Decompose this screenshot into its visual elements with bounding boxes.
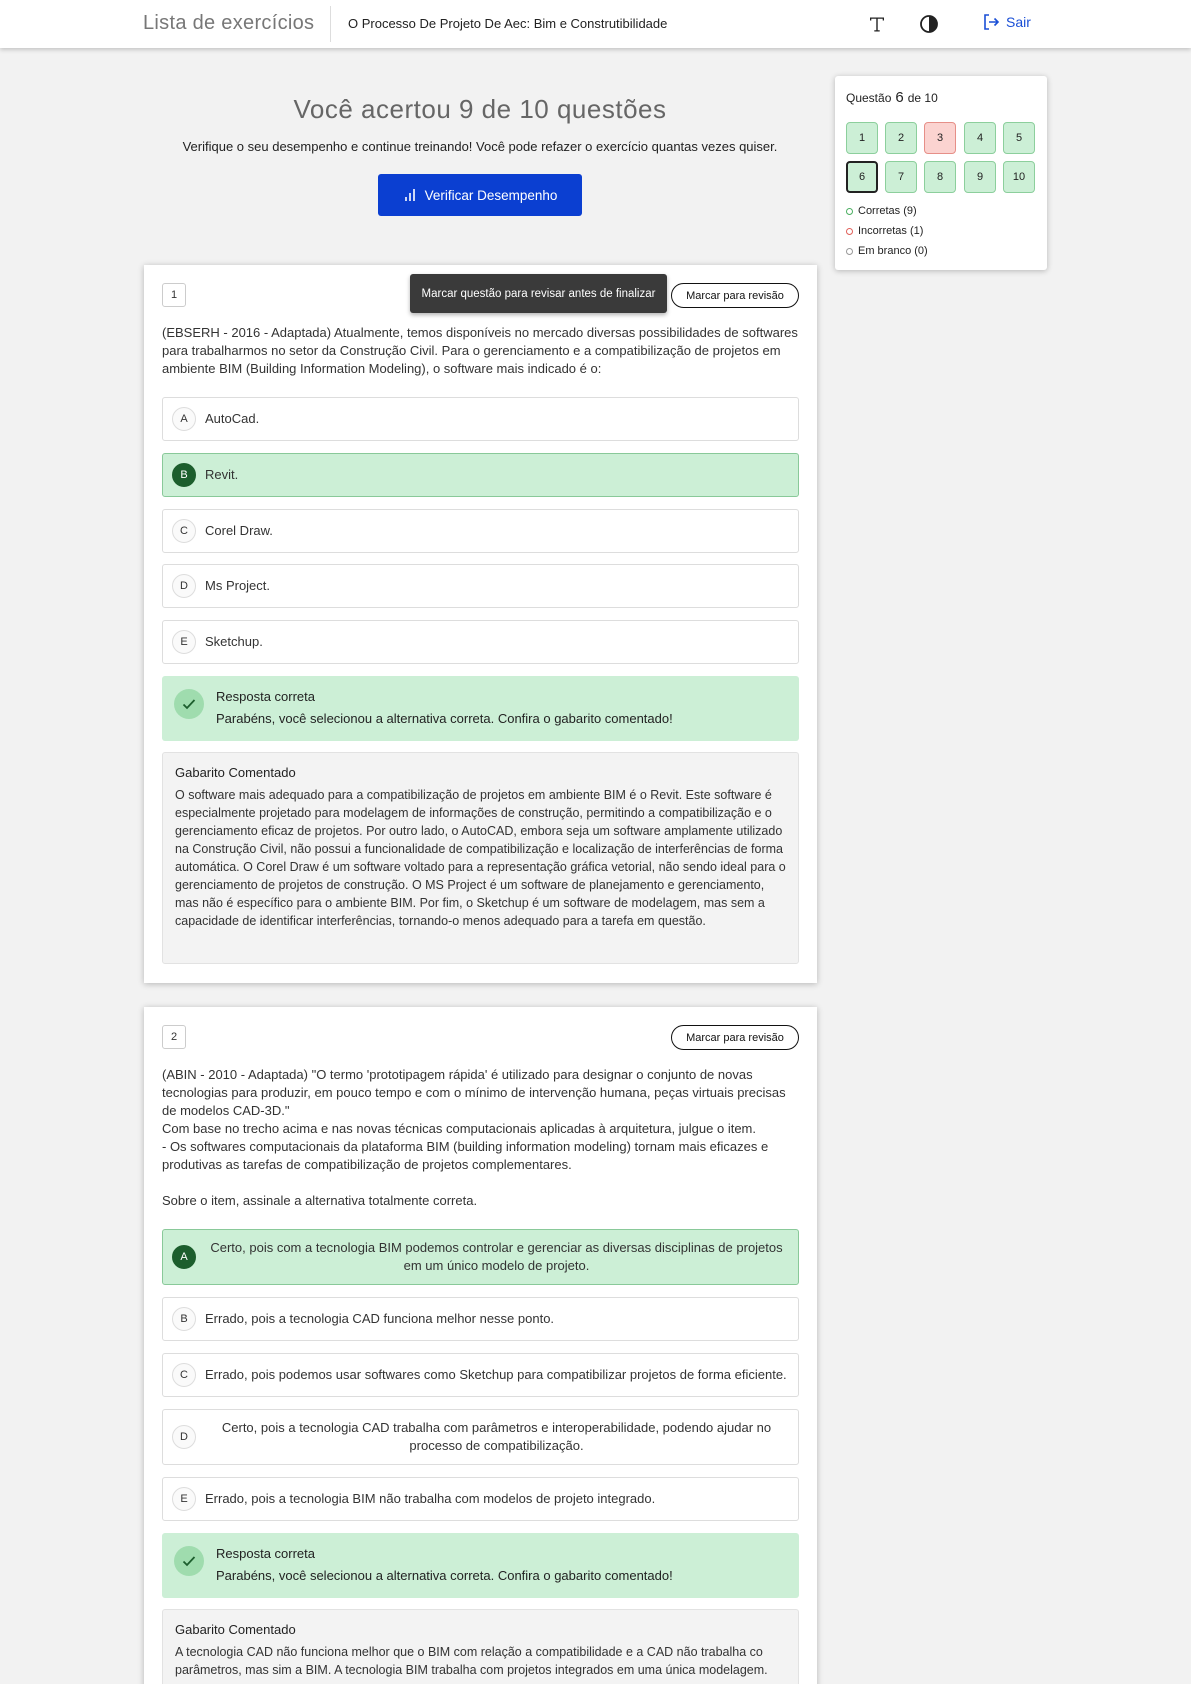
option-text: AutoCad. (205, 411, 260, 426)
nav-question-button[interactable]: 10 (1003, 161, 1035, 193)
option-text: Errado, pois a tecnologia CAD funciona melhor nesse ponto. (205, 1311, 555, 1326)
current-question-indicator (846, 89, 938, 106)
nav-question-button[interactable]: 2 (885, 122, 917, 154)
header-divider (330, 6, 331, 42)
option-b[interactable] (162, 1297, 799, 1341)
option-letter: D (172, 1425, 196, 1449)
current-question-number: 6 (895, 89, 904, 106)
option-letter: C (172, 1363, 196, 1387)
review-tooltip: Marcar questão para revisar antes de finalizar (410, 274, 667, 313)
option-text: Sketchup. (205, 634, 263, 649)
legend-wrong-label: Incorretas (1) (858, 225, 924, 237)
legend-blank-label: Em branco (0) (858, 245, 928, 257)
option-a[interactable] (162, 397, 799, 441)
option-letter: D (172, 574, 196, 598)
option-text: Errado, pois a tecnologia BIM não trabalha com modelos de projeto integrado. (205, 1491, 656, 1506)
question-number: 1 (162, 283, 186, 307)
nav-question-button[interactable]: 6 (846, 161, 878, 193)
course-title: O Processo De Projeto De Aec: Bim e Construtibilidade (348, 16, 668, 31)
nav-question-button[interactable]: 9 (964, 161, 996, 193)
legend-correct (846, 205, 917, 217)
commentary-title: Gabarito Comentado (175, 765, 296, 780)
question-text: (EBSERH - 2016 - Adaptada) Atualmente, temos disponíveis no mercado diversas possibilidades de softwares para trabalharmos no setor da Construção Civil. Para o gerenciamento e a compatibilização de projetos em ambiente BIM (Building Information Modeling), o software mais indicado é o: (162, 325, 798, 376)
option-text: Revit. (205, 467, 239, 482)
commentary-title: Gabarito Comentado (175, 1622, 296, 1637)
contrast-icon[interactable] (917, 12, 941, 36)
option-c[interactable] (162, 509, 799, 553)
nav-question-button[interactable]: 4 (964, 122, 996, 154)
option-b[interactable] (162, 453, 799, 497)
commentary-text: A tecnologia CAD não funciona melhor que o BIM com relação a compatibilidade e a CAD não trabalha co parâmetros, mas sim a BIM. A tecnologia BIM trabalha com projetos integrados em uma única modelagem. (175, 1645, 768, 1677)
answer-commentary (162, 752, 799, 964)
option-e[interactable] (162, 620, 799, 664)
top-header (0, 0, 1191, 48)
option-letter: B (172, 463, 196, 487)
result-subtitle: Verifique o seu desempenho e continue treinando! Você pode refazer o exercício quantas vezes quiser. (182, 139, 778, 154)
option-d[interactable] (162, 564, 799, 608)
commentary-text: O software mais adequado para a compatibilização de projetos em ambiente BIM é o Revit. Este software é especialmente projetado para modelagem de informações de construção, permitindo a compatibilização e o gerenciamento eficaz de projetos. Por outro lado, o AutoCAD, embora seja um software amplamente utilizado na Construção Civil, não possui a funcionalidade de compatibilização e localização de interferências de forma automática. O Corel Draw é um software voltado para a representação gráfica vetorial, não sendo ideal para o gerenciamento de projetos de construção. O MS Project é um software de planejamento e gerenciamento, mas não é específico para o ambiente BIM. Por fim, o Sketchup é um software de modelagem, mas sem a capacidade de identificar interferências, tornando-o menos adequado para a tarefa em questão. (175, 788, 786, 928)
logout-button[interactable] (982, 13, 1031, 31)
option-text: Corel Draw. (205, 523, 273, 538)
logout-label: Sair (1006, 14, 1031, 30)
question-prefix: Questão (846, 91, 892, 105)
blank-dot-icon (846, 248, 853, 255)
check-performance-label: Verificar Desempenho (424, 187, 558, 203)
option-letter: E (172, 630, 196, 654)
correct-dot-icon (846, 208, 853, 215)
nav-question-button[interactable]: 1 (846, 122, 878, 154)
option-letter: C (172, 519, 196, 543)
option-d[interactable] (162, 1409, 799, 1465)
answer-feedback (162, 676, 799, 741)
option-text: Ms Project. (205, 578, 271, 593)
legend-wrong (846, 225, 923, 237)
option-text: Certo, pois a tecnologia CAD trabalha com parâmetros e interoperabilidade, podendo ajudar no processo de compatibilização. (221, 1420, 772, 1453)
nav-question-button[interactable]: 3 (924, 122, 956, 154)
check-icon (174, 1546, 204, 1576)
check-icon (174, 689, 204, 719)
option-letter: A (172, 1245, 196, 1269)
mark-for-review-button[interactable]: Marcar para revisão (671, 283, 799, 308)
nav-question-button[interactable]: 8 (924, 161, 956, 193)
bar-chart-icon (403, 188, 417, 202)
answer-commentary (162, 1609, 799, 1684)
question-navigator (835, 76, 1047, 270)
option-a[interactable] (162, 1229, 799, 1285)
question-number: 2 (162, 1025, 186, 1049)
legend-blank (846, 245, 928, 257)
option-letter: B (172, 1307, 196, 1331)
option-text: Certo, pois com a tecnologia BIM podemos controlar e gerenciar as diversas disciplinas de projetos em um único modelo de projeto. (210, 1240, 783, 1273)
legend-correct-label: Corretas (9) (858, 205, 917, 217)
app-brand: Lista de exercícios (143, 12, 315, 34)
check-performance-button[interactable] (378, 174, 582, 216)
option-c[interactable] (162, 1353, 799, 1397)
feedback-title: Resposta correta (216, 1546, 315, 1561)
option-letter: A (172, 407, 196, 431)
wrong-dot-icon (846, 228, 853, 235)
option-text: Errado, pois podemos usar softwares como Sketchup para compatibilizar projetos de forma eficiente. (205, 1367, 787, 1382)
feedback-title: Resposta correta (216, 689, 315, 704)
mark-for-review-button[interactable]: Marcar para revisão (671, 1025, 799, 1050)
question-card (144, 265, 817, 983)
feedback-text: Parabéns, você selecionou a alternativa correta. Confira o gabarito comentado! (216, 1568, 673, 1583)
question-total: de 10 (907, 91, 938, 105)
option-e[interactable] (162, 1477, 799, 1521)
logout-icon (982, 13, 1000, 31)
nav-question-button[interactable]: 7 (885, 161, 917, 193)
question-card (144, 1007, 817, 1684)
font-size-icon[interactable] (865, 12, 889, 36)
feedback-text: Parabéns, você selecionou a alternativa correta. Confira o gabarito comentado! (216, 711, 673, 726)
option-letter: E (172, 1487, 196, 1511)
question-text: (ABIN - 2010 - Adaptada) "O termo 'prototipagem rápida' é utilizado para designar o conjunto de novas tecnologias para produzir, em pouco tempo e com o mínimo de intervenção humana, peças virtuais precisas de modelos CAD-3D." Com base no trecho acima e nas novas técnicas computacionais aplicadas à arquitetura, julgue o item. - Os softwares computacionais da plataforma BIM (building information modeling) tornam mais eficazes e produtivas as tarefas de compatibilização de projetos complementares. Sobre o item, assinale a alternativa totalmente correta. (162, 1067, 786, 1208)
nav-question-button[interactable]: 5 (1003, 122, 1035, 154)
answer-feedback (162, 1533, 799, 1598)
result-title: Você acertou 9 de 10 questões (293, 94, 667, 124)
